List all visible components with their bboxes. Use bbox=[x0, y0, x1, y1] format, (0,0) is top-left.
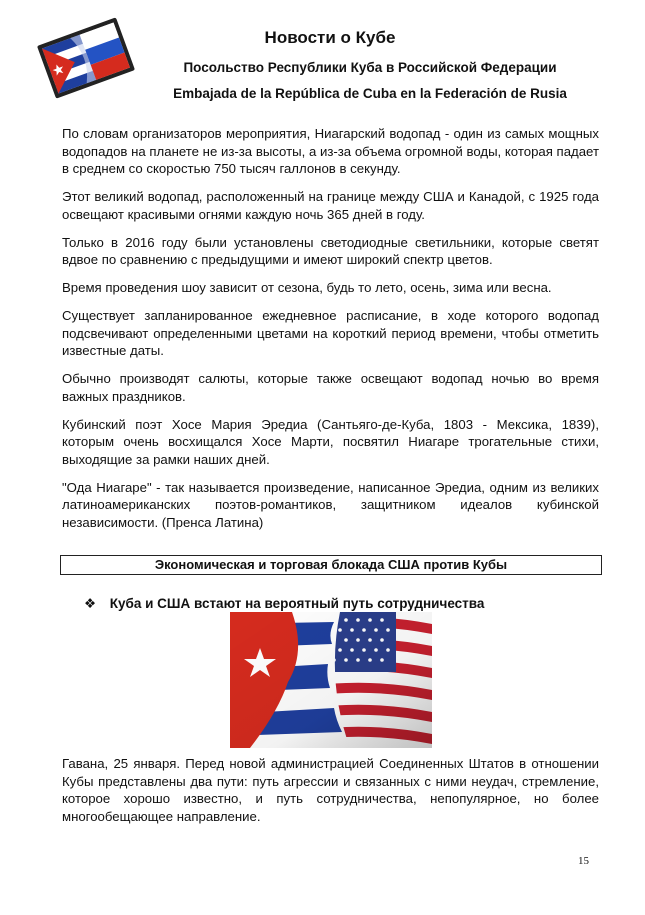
article-heading-text: Куба и США встают на вероятный путь сотрудничества bbox=[109, 596, 485, 611]
paragraph: "Ода Ниагаре" - так называется произведение, написанное Эредиа, одним из великих латиноамериканских поэтов-романтиков, защитником идеалов кубинской независимости. (Пренса Латина) bbox=[62, 479, 599, 530]
diamond-bullet-icon: ❖ bbox=[84, 596, 97, 611]
article-lead bbox=[62, 755, 599, 825]
page-title: Новости о Кубе bbox=[264, 28, 396, 47]
cuba-russia-flags-icon bbox=[34, 16, 138, 100]
paragraph: Этот великий водопад, расположенный на границе между США и Канадой, с 1925 года освещают красивыми огнями каждую ночь 365 дней в году. bbox=[62, 189, 599, 222]
paragraph: Гавана, 25 января. Перед новой администрацией Соединенных Штатов в отношении Кубы представлены два пути: путь агрессии и связанных с ними неудач, стремление, которое хорошо известно, и путь сотрудничества, непопулярное, но более многообещающее направление. bbox=[62, 756, 599, 824]
paragraph: Существует запланированное ежедневное расписание, в ходе которого водопад подсвечивают определенными цветами на короткий период времени, чтобы отметить известные даты. bbox=[62, 308, 599, 358]
cuba-usa-flags-image bbox=[230, 612, 432, 748]
page-number: 15 bbox=[578, 855, 589, 867]
embassy-name-es: Embajada de la República de Cuba en la Federación de Rusia bbox=[173, 86, 567, 101]
article-heading bbox=[84, 596, 484, 612]
paragraph: Кубинский поэт Хосе Мария Эредиа (Сантьяго-де-Куба, 1803 - Мексика, 1839), которым очень восхищался Хосе Марти, посвятил Ниагаре трогательные стихи, выходящие за рамки наших дней. bbox=[62, 416, 599, 467]
cuba-usa-flags-icon bbox=[230, 612, 432, 748]
paragraph: Время проведения шоу зависит от сезона, будь то лето, осень, зима или весна. bbox=[62, 280, 552, 295]
section-title-box: Экономическая и торговая блокада США против Кубы bbox=[60, 555, 602, 575]
embassy-name-ru: Посольство Республики Куба в Российской Федерации bbox=[183, 60, 557, 75]
paragraph: Только в 2016 году были установлены светодиодные светильники, которые светят вдвое по сравнению с предыдущими и имеют широкий спектр цветов. bbox=[62, 234, 599, 267]
paragraph: Обычно производят салюты, которые также освещают водопад ночью во время важных праздников. bbox=[62, 371, 599, 404]
embassy-flag-logo bbox=[34, 16, 138, 100]
paragraph: По словам организаторов мероприятия, Ниагарский водопад - один из самых мощных водопадов на планете не из-за высоты, а из-за объема огромной воды, которая падает в среднем со скоростью 750 тысяч галлонов в секунду. bbox=[62, 126, 599, 176]
article-body bbox=[62, 125, 599, 542]
